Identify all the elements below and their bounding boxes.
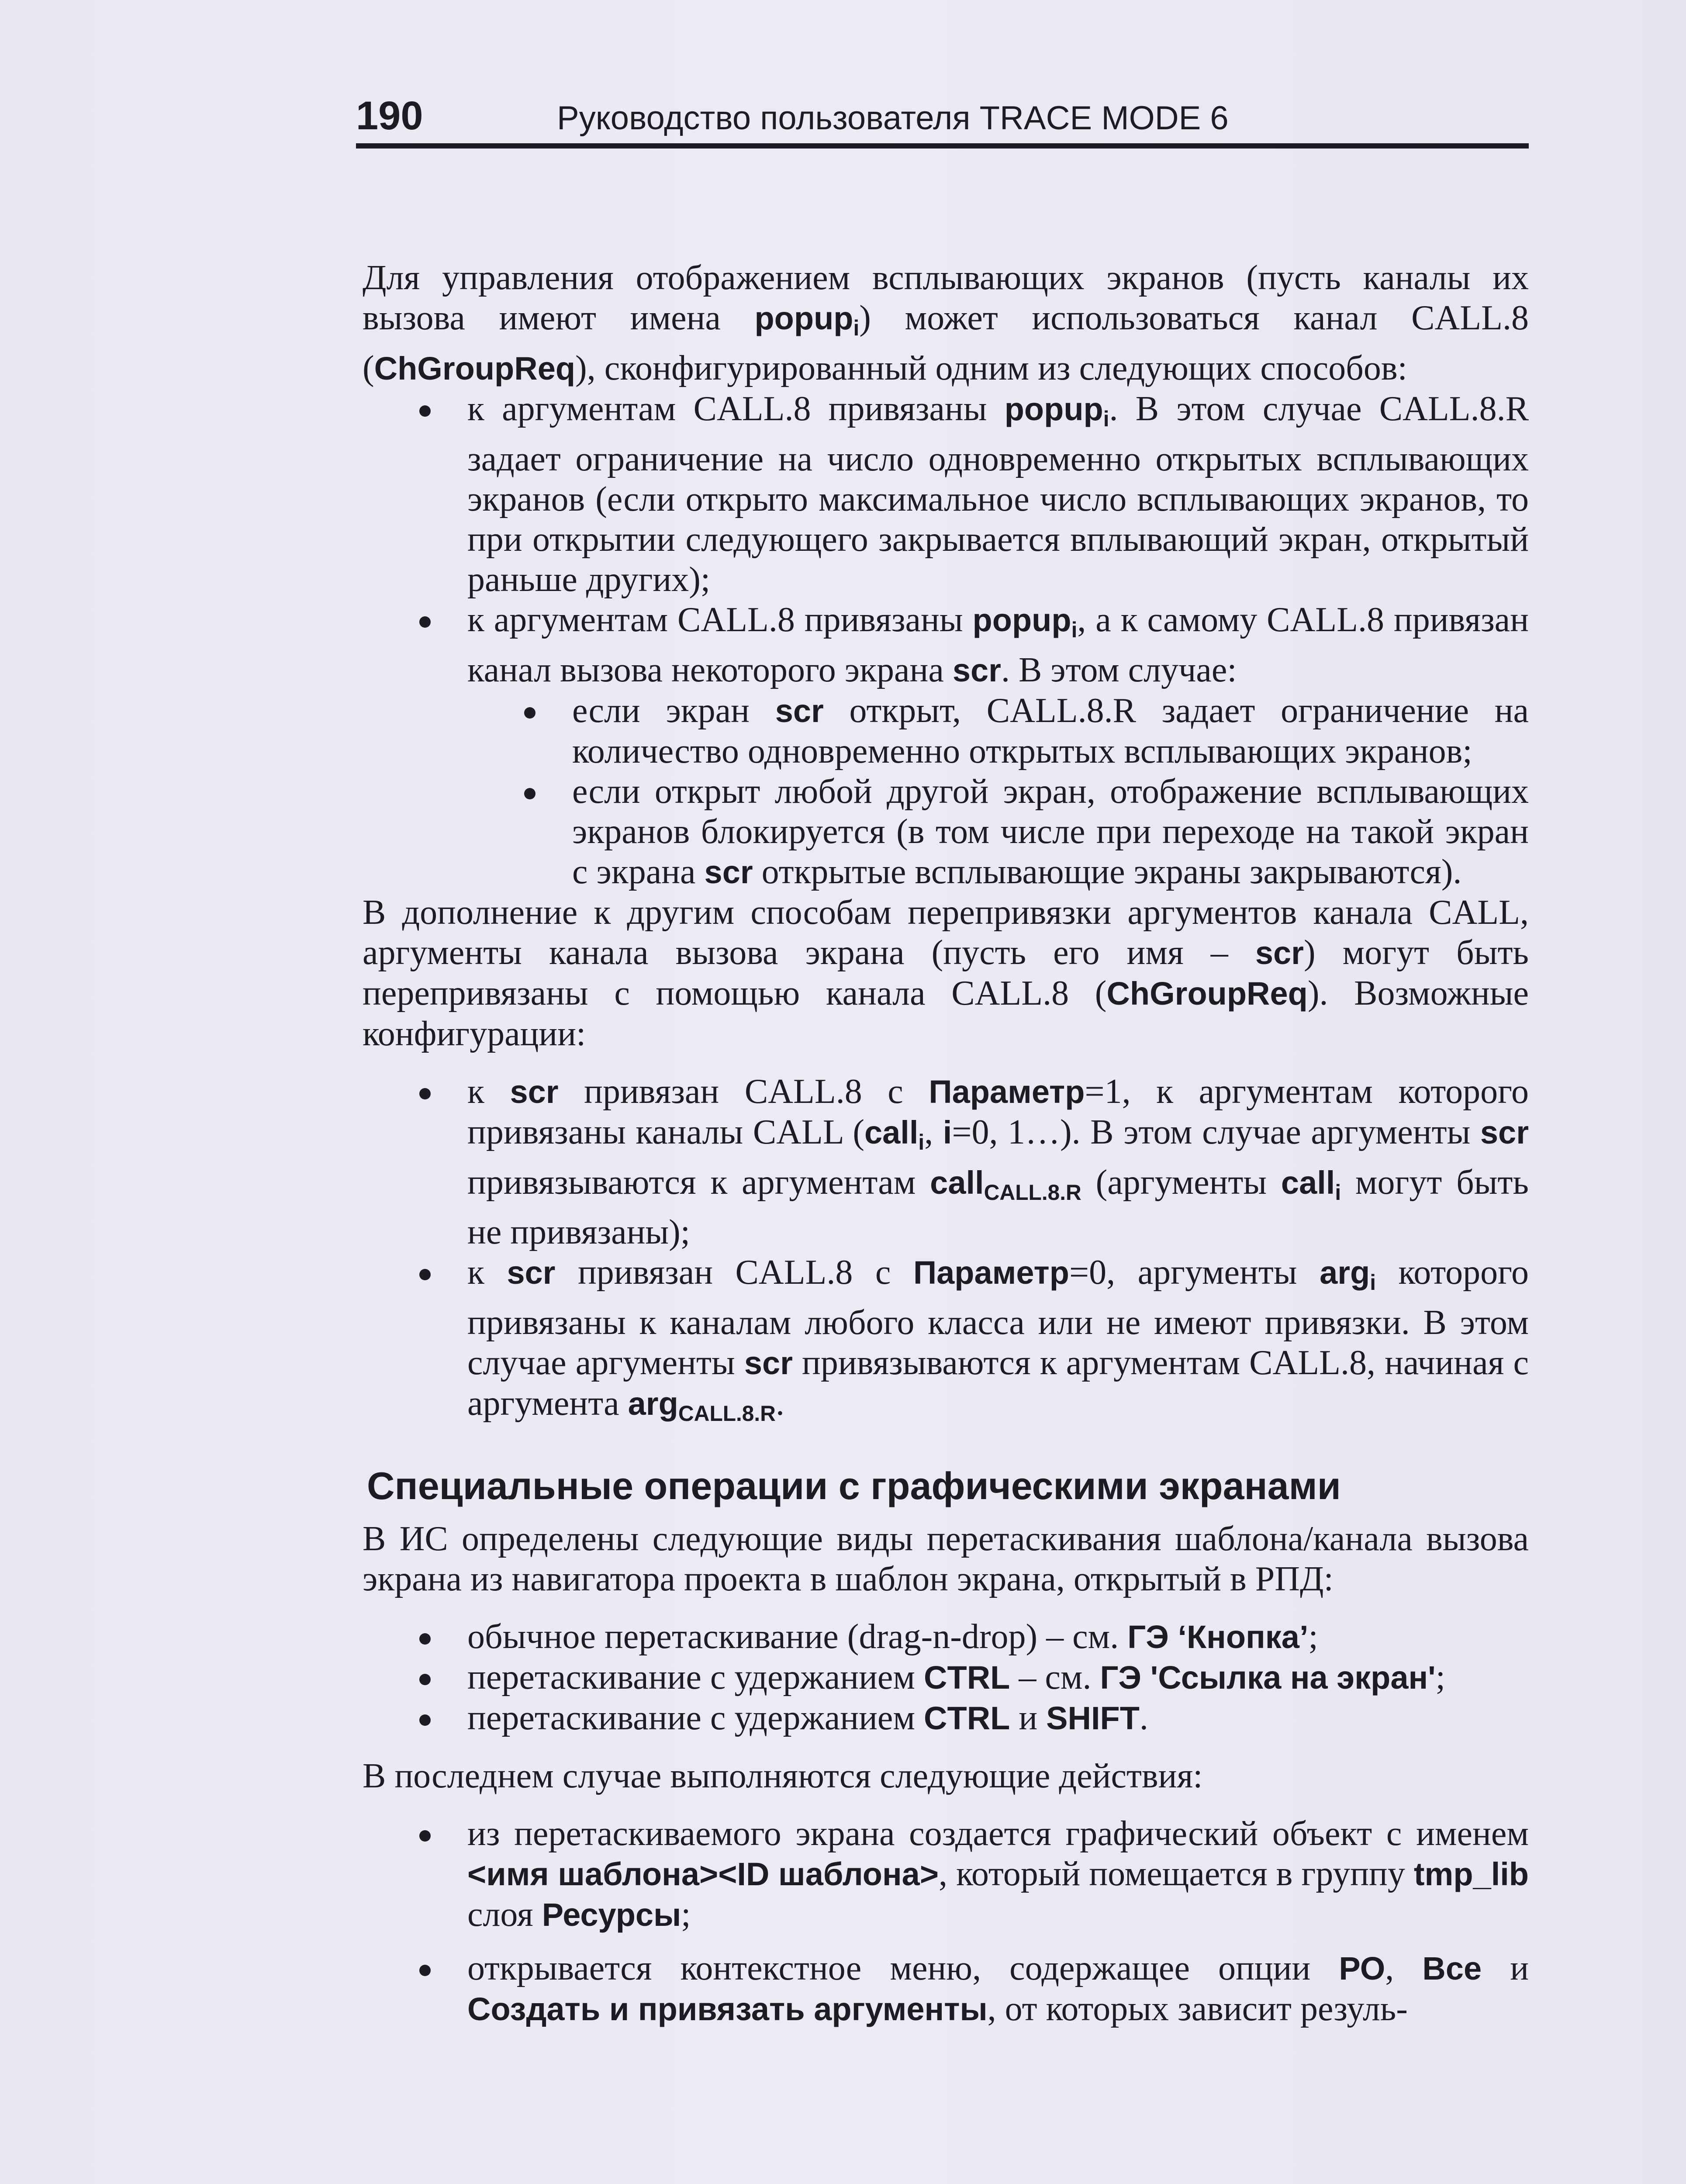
list-item: если экран scr открыт, CALL.8.R задает ограничение на количество одновременно открытых всплывающих экранов;: [572, 691, 1529, 771]
list-item: из перетаскиваемого экрана создается графический объект с именем <имя шаблона><ID шаблона>, который помещается в группу tmp_lib слоя Ресурсы;: [467, 1814, 1529, 1935]
paragraph-drag-types: В ИС определены следующие виды перетаскивания шаблона/канала вызова экрана из навигатора проекта в шаблон экрана, открытый в РПД:: [363, 1520, 1529, 1599]
list-item: к аргументам CALL.8 привязаны popup$_i$. В этом случае CALL.8.R задает ограничение на число одновременно открытых всплывающих экранов (если открыто максимальное число всплывающих экранов, то при открытии следующего закрывается вплывающий экран, открытый раньше других);: [467, 389, 1529, 599]
paragraph-rebinding: В дополнение к другим способам перепривязки аргументов канала CALL, аргументы канала вызова экрана (пусть его имя – scr) могут быть перепривязаны с помощью канала CALL.8 (ChGroupReq). Возможные конфигурации:: [363, 893, 1529, 1053]
rebinding-config-list: [363, 1071, 1529, 1434]
page-body: [363, 258, 1529, 2029]
list-item: к аргументам CALL.8 привязаны popup$_i$, а к самому CALL.8 привязан канал вызова некоторого экрана scr. В этом случае: если экран scr открыт, CALL.8.R задает ограничение на количество одновременно открытых всплывающих экранов; если открыт любой другой экран, отображение всплывающих экранов блокируется (в том числе при переходе на такой экран с экрана scr открытые всплывающие экраны закрываются).: [467, 600, 1529, 892]
list-item: к scr привязан CALL.8 с Параметр=1, к аргументам которого привязаны каналы CALL (call$_i$, i=0, 1…). В этом случае аргументы scr привязываются к аргументам call$_{CALL.8.R}$ (аргументы call$_i$ могут быть не привязаны);: [467, 1072, 1529, 1252]
list-item: перетаскивание с удержанием CTRL и SHIFT.: [467, 1698, 1529, 1738]
section-heading: Специальные операции с графическими экранами: [367, 1464, 1341, 1508]
list-item: перетаскивание с удержанием CTRL – см. ГЭ 'Ссылка на экран';: [467, 1657, 1529, 1698]
paragraph-popup-control: Для управления отображением всплывающих экранов (пусть каналы их вызова имеют имена popup$_i$) может использоваться канал CALL.8 (ChGroupReq), сконфигурированный одним из следующих способов:: [363, 259, 1529, 387]
list-item: к scr привязан CALL.8 с Параметр=0, аргументы arg$_i$ которого привязаны к каналам любого класса или не имеют привязки. В этом случае аргументы scr привязываются к аргументам CALL.8, начиная с аргумента arg$_{CALL.8.R}$.: [467, 1252, 1529, 1434]
nested-list: [467, 691, 1529, 892]
page-header: [356, 90, 1529, 149]
drag-types-list: [363, 1617, 1529, 1738]
list-item: если открыт любой другой экран, отображение всплывающих экранов блокируется (в том числе при переходе на такой экран с экрана scr открытые всплывающие экраны закрываются).: [572, 771, 1529, 892]
page-number: 190: [356, 93, 423, 138]
list-item: открывается контекстное меню, содержащее опции РО, Все и Создать и привязать аргументы, от которых зависит резуль-: [467, 1948, 1529, 2029]
list-item: обычное перетаскивание (drag-n-drop) – см. ГЭ ‘Кнопка’;: [467, 1617, 1529, 1657]
popup-config-list: [363, 389, 1529, 892]
running-title: Руководство пользователя TRACE MODE 6: [557, 100, 1229, 137]
paragraph-last-case: В последнем случае выполняются следующие действия:: [363, 1757, 1203, 1796]
actions-list: [363, 1814, 1529, 2029]
